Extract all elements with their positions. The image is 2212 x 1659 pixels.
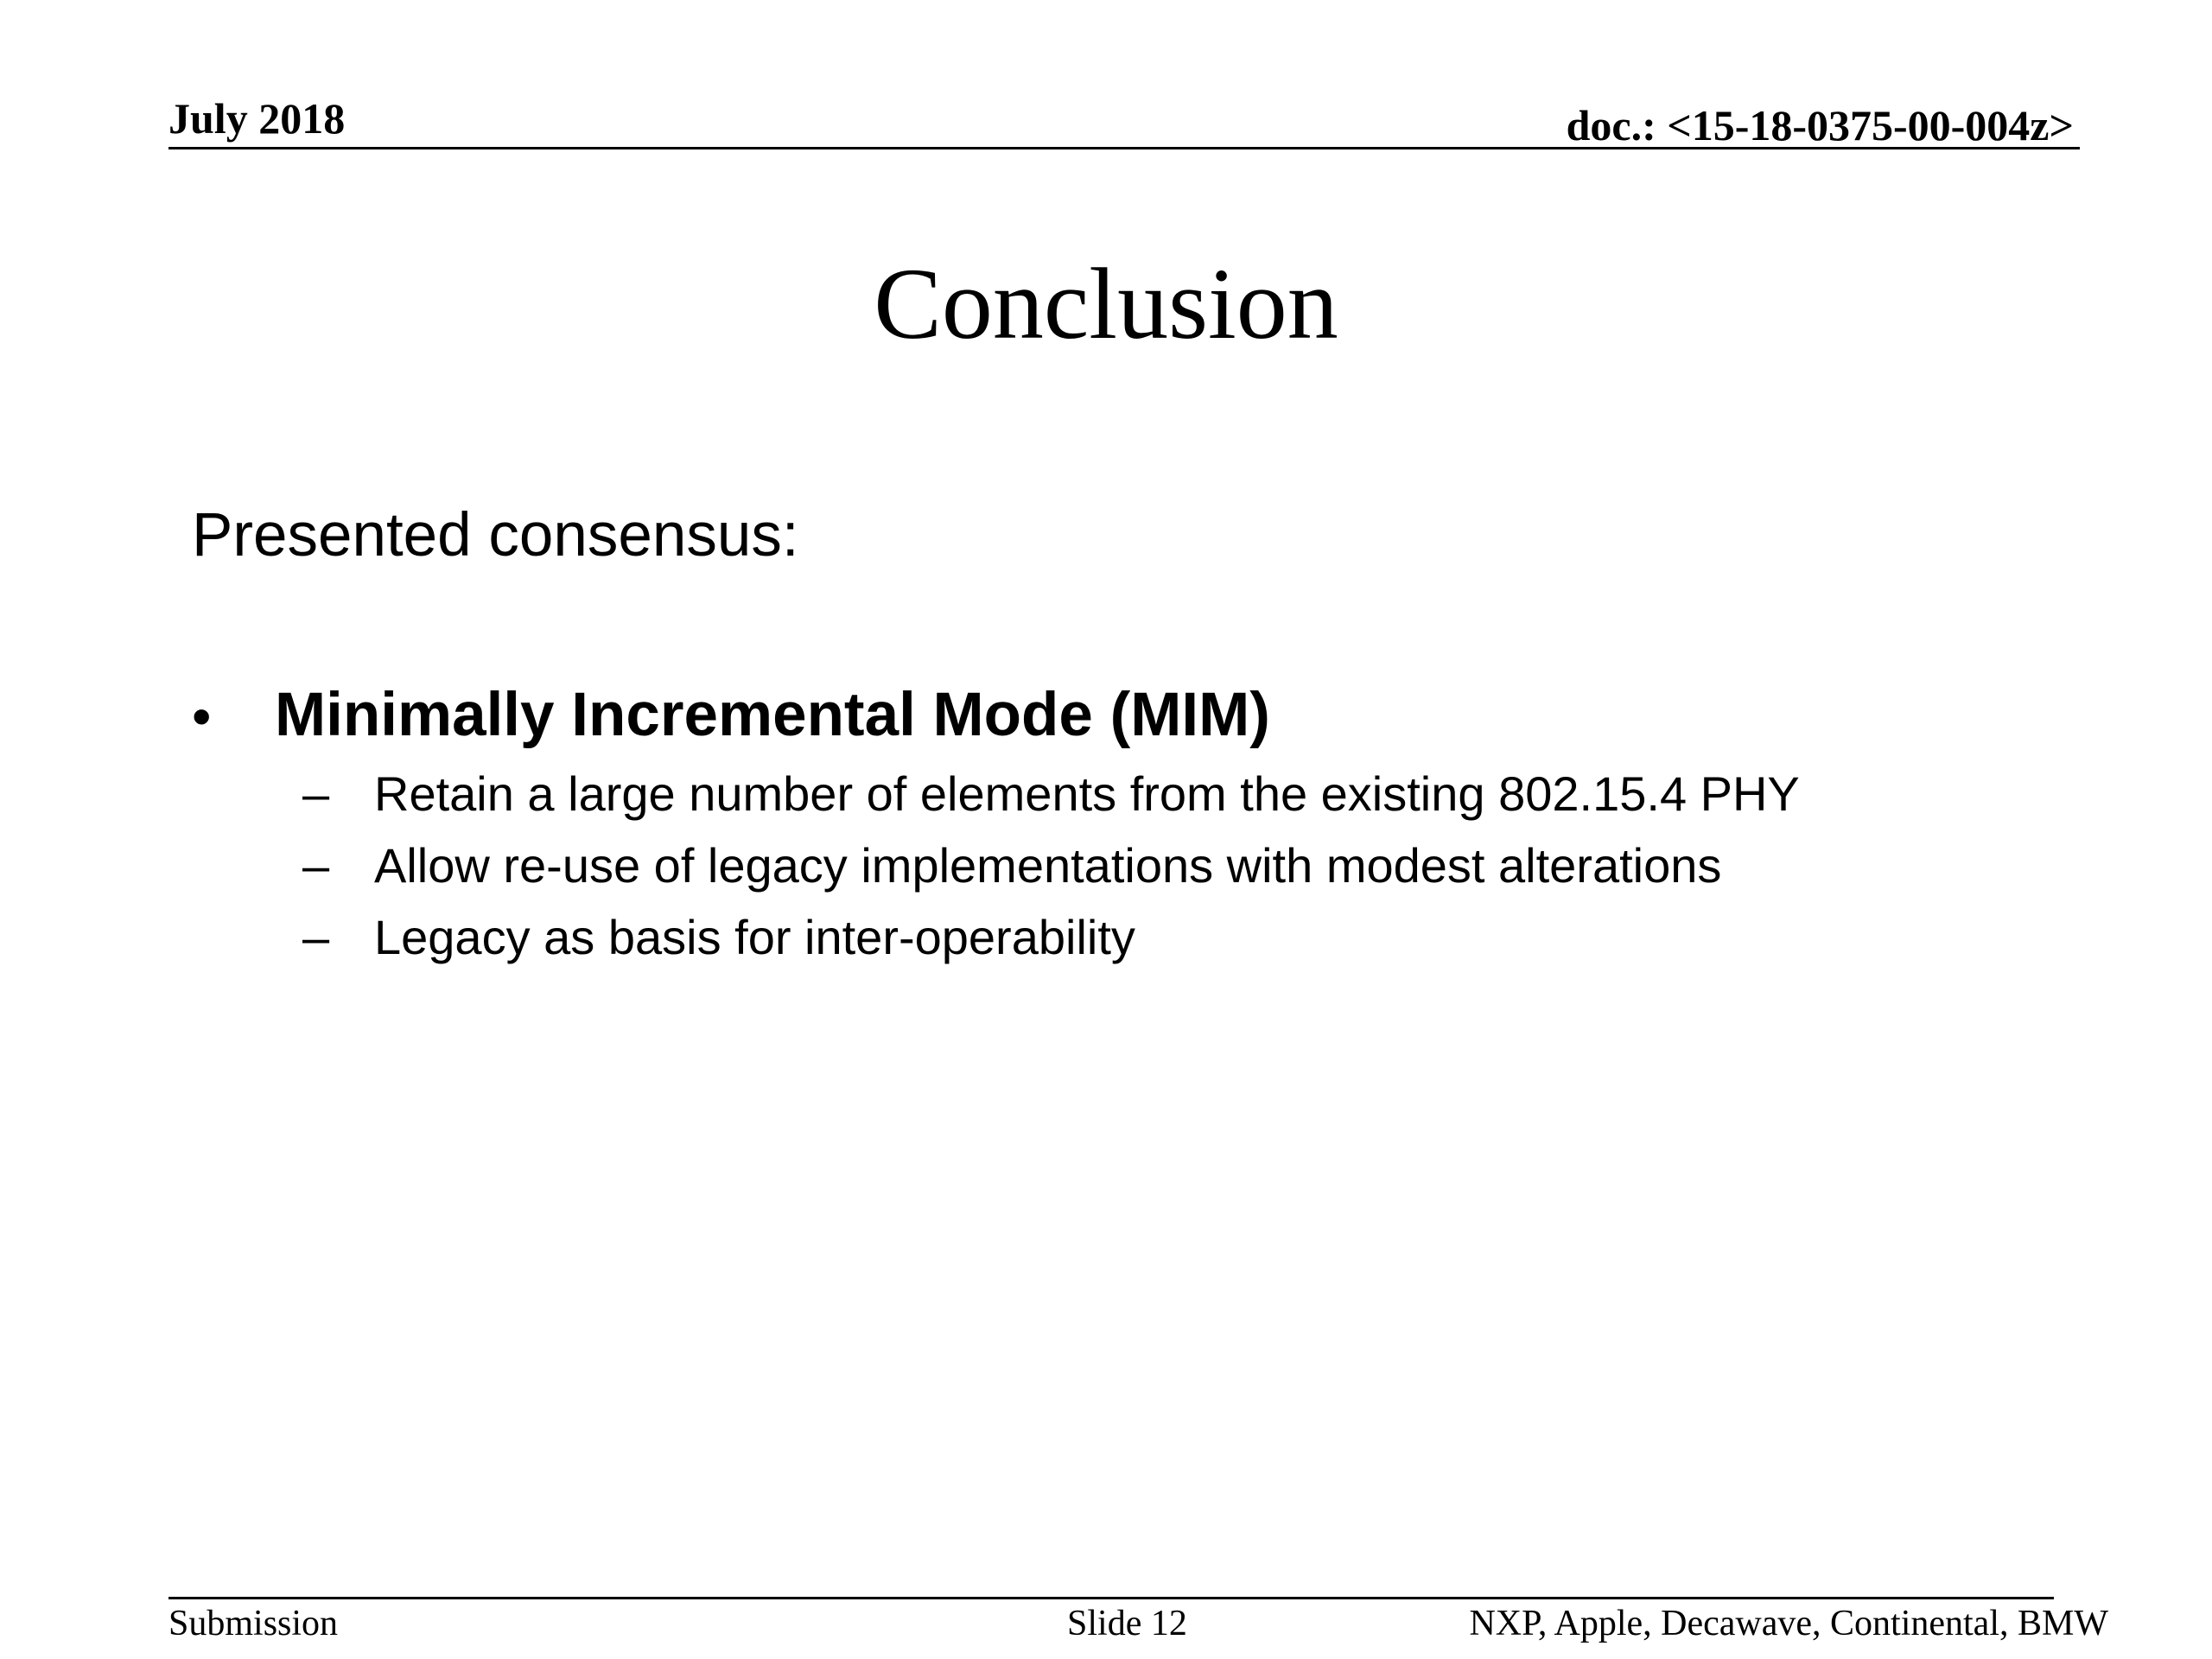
sub-list-item-text: Retain a large number of elements from the existing 802.15.4 PHY: [374, 766, 1800, 821]
header-divider: [168, 147, 2080, 149]
footer-authors: NXP, Apple, Decawave, Continental, BMW: [1469, 1604, 2108, 1643]
sub-list-item: [302, 834, 1721, 898]
sub-list-item: [302, 762, 1800, 826]
bullet-icon: •: [192, 685, 212, 747]
dash-icon: –: [302, 766, 330, 821]
footer-submission: Submission: [168, 1604, 339, 1643]
footer-divider: [168, 1597, 2054, 1599]
sub-list-item-text: Legacy as basis for inter-operability: [374, 910, 1135, 964]
dash-icon: –: [302, 910, 330, 964]
bullet-heading: Minimally Incremental Mode (MIM): [275, 681, 1270, 749]
dash-icon: –: [302, 838, 330, 893]
slide-title: Conclusion: [874, 247, 1338, 360]
sub-list-item-text: Allow re-use of legacy implementations with modest alterations: [374, 838, 1722, 893]
footer-slide-number: Slide 12: [1067, 1604, 1187, 1643]
header-date: July 2018: [168, 94, 346, 143]
intro-text: Presented consensus:: [192, 501, 799, 569]
sub-list-item: [302, 906, 1135, 969]
header-doc-id: doc.: <15-18-0375-00-004z>: [1566, 101, 2074, 149]
